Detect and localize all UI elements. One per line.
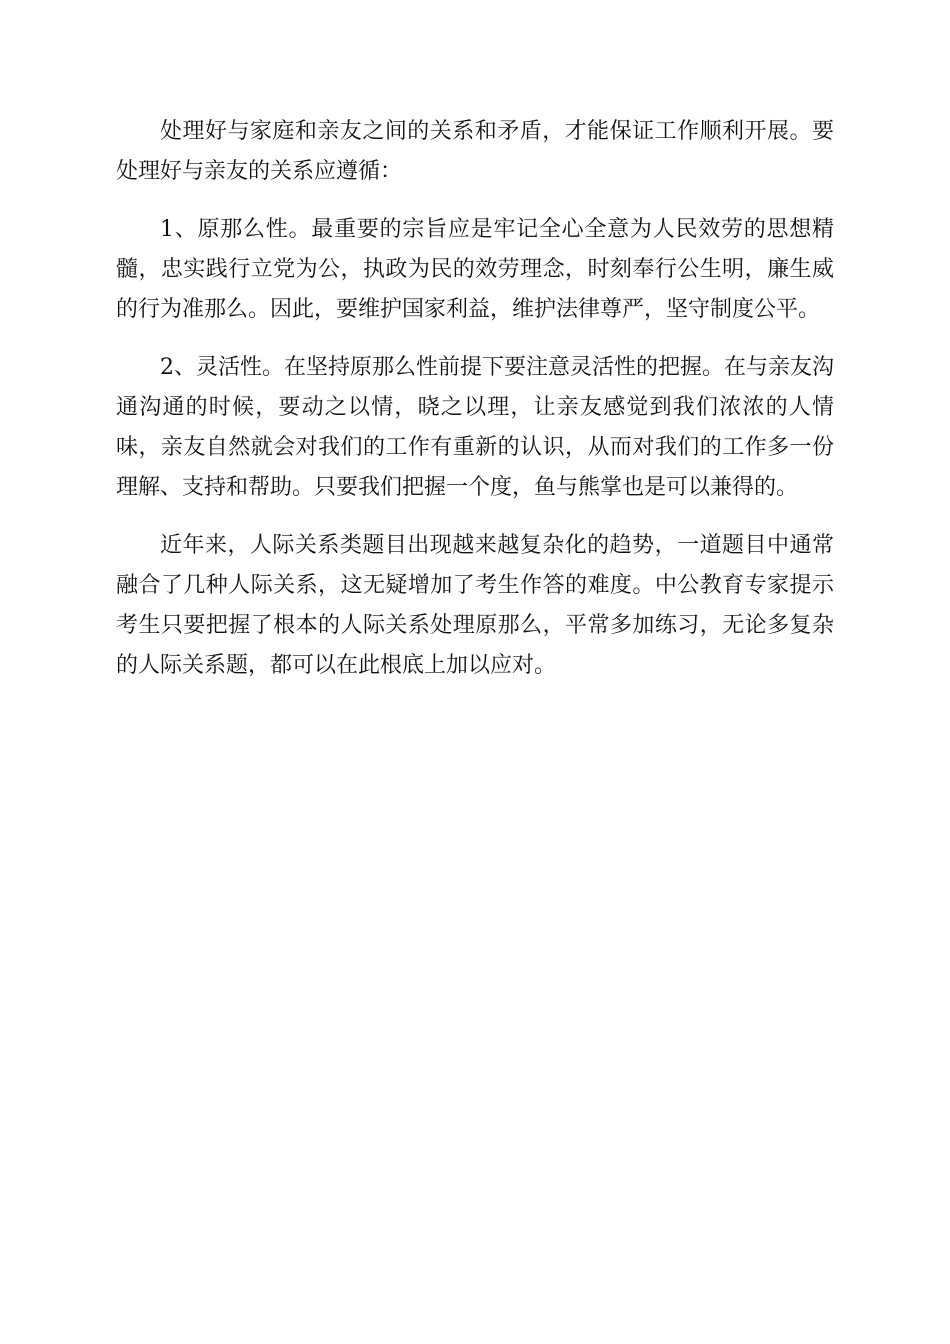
paragraph-conclusion: 近年来，人际关系类题目出现越来越复杂化的趋势，一道题目中通常融合了几种人际关系，这无疑增加了考生作答的难度。中公教育专家提示考生只要把握了根本的人际关系处理原那么，平常多加练习，无论多复杂的人际关系题，都可以在此根底上加以应对。: [116, 533, 834, 678]
paragraph-principle: 1、原那么性。最重要的宗旨应是牢记全心全意为人民效劳的思想精髓，忠实践行立党为公，执政为民的效劳理念，时刻奉行公生明，廉生威的行为准那么。因此，要维护国家利益，维护法律尊严，坚守制度公平。: [116, 217, 834, 322]
document-body: [116, 112, 834, 704]
paragraph-intro: 处理好与家庭和亲友之间的关系和矛盾，才能保证工作顺利开展。要处理好与亲友的关系应遵循：: [116, 119, 834, 184]
paragraph-flexibility: 2、灵活性。在坚持原那么性前提下要注意灵活性的把握。在与亲友沟通沟通的时候，要动之以情，晓之以理，让亲友感觉到我们浓浓的人情味，亲友自然就会对我们的工作有重新的认识，从而对我们的工作多一份理解、支持和帮助。只要我们把握一个度，鱼与熊掌也是可以兼得的。: [116, 355, 834, 500]
